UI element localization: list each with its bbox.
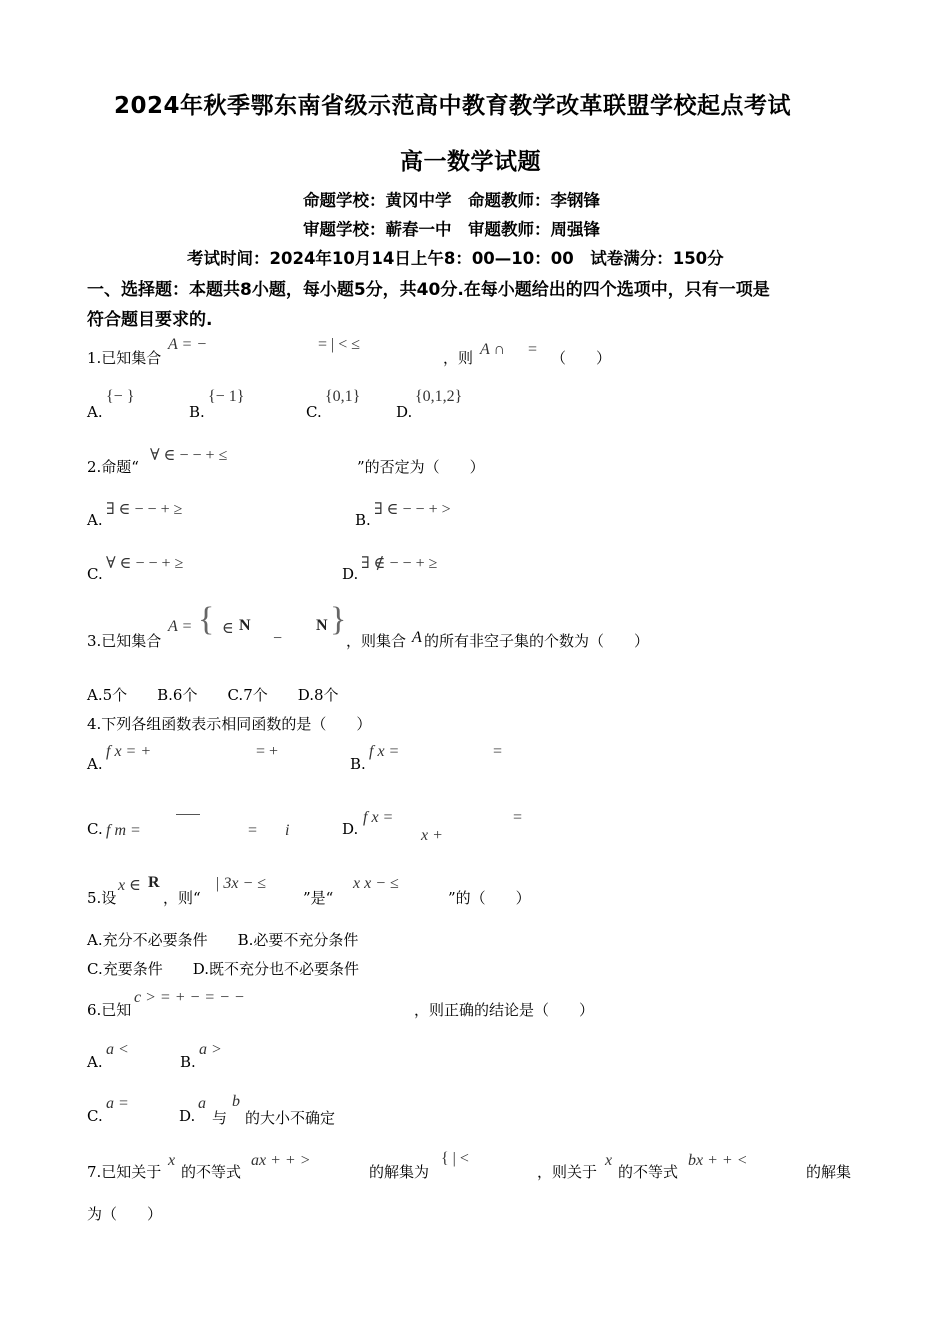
q5-options-row1: A.充分不必要条件 B.必要不充分条件 <box>87 931 359 949</box>
q4-option-c-label: C. <box>87 820 103 838</box>
q3-math-a: A = <box>168 618 193 635</box>
q2-option-c-math: ∀ ∈ − − + ≥ <box>106 555 184 572</box>
q2-option-b-math: ∃ ∈ − − + > <box>374 501 451 518</box>
q7-stem-c: 的解集为 <box>369 1163 430 1181</box>
q1-math-d: = <box>528 341 538 358</box>
q6-option-a-math: a < <box>106 1041 129 1058</box>
q6-math: c > = + − = − − <box>134 989 245 1006</box>
q2-option-d-math: ∃ ∉ − − + ≥ <box>361 555 438 572</box>
q3-right-brace: } <box>330 601 347 638</box>
q1-stem: 1.已知集合 <box>87 349 162 367</box>
q7-math-x2: x <box>605 1152 613 1169</box>
q7-math-set: { | < <box>441 1150 469 1167</box>
q3-left-brace: { <box>198 601 215 638</box>
q6-option-c-math: a = <box>106 1095 129 1112</box>
q5-stem-d: ”的（ ） <box>448 889 531 907</box>
q4-option-c-fraction-bar <box>176 814 200 815</box>
q6-option-b-math: a > <box>199 1041 222 1058</box>
q6-option-d-math-b: b <box>232 1093 240 1110</box>
q5-math-a: x ∈ <box>118 877 141 894</box>
q3-math-f: A <box>412 629 422 646</box>
q2-option-c-label: C. <box>87 565 103 583</box>
q1-stem-b: ，则 <box>443 349 474 367</box>
q2-option-a-math: ∃ ∈ − − + ≥ <box>106 501 183 518</box>
q7-stem: 7.已知关于 <box>87 1163 162 1181</box>
setter-info: 命题学校：黄冈中学 命题教师：李钢锋 <box>303 191 600 210</box>
q4-option-b-math2: = <box>493 743 503 760</box>
q1-option-d-label: D. <box>396 403 413 421</box>
q1-option-a-math: {− } <box>106 388 135 405</box>
section-heading-cont: 符合题目要求的. <box>87 310 213 330</box>
q1-math-b: = | < ≤ <box>318 336 361 353</box>
q4-option-a-label: A. <box>87 755 103 773</box>
q7-stem-line2: 为（ ） <box>87 1205 163 1223</box>
q3-stem-c: 的所有非空子集的个数为（ ） <box>424 632 650 650</box>
q1-math-a: A = − <box>168 336 208 353</box>
reviewer-info: 审题学校：蕲春一中 审题教师：周强锋 <box>303 220 600 239</box>
q1-option-d-math: {0,1,2} <box>415 388 463 405</box>
q5-math-d: x x − ≤ <box>353 875 399 892</box>
q4-option-d-math3: = <box>513 809 523 826</box>
exam-title: 2024年秋季鄂东南省级示范高中教育教学改革联盟学校起点考试 <box>114 93 792 119</box>
q1-option-b-math: {− 1} <box>208 388 245 405</box>
q4-option-d-math2: x + <box>421 827 443 844</box>
q6-option-d-math-a: a <box>198 1095 206 1112</box>
q3-math-c: N <box>239 617 251 634</box>
q7-math-ineq2: bx + + < <box>688 1152 748 1169</box>
q4-option-c-math3: i <box>285 822 290 839</box>
q4-option-d-math1: f x = <box>363 809 394 826</box>
q1-paren: （ ） <box>551 349 612 367</box>
paper-title: 高一数学试题 <box>400 149 541 175</box>
q7-math-ineq1: ax + + > <box>251 1152 311 1169</box>
q2-stem: 2.命题“ <box>87 458 139 476</box>
q7-stem-d: ，则关于 <box>537 1163 598 1181</box>
q5-stem-c: ”是“ <box>303 889 334 907</box>
q2-option-a-label: A. <box>87 511 103 529</box>
q5-math-c: | 3x − ≤ <box>215 875 267 892</box>
q1-math-c: A ∩ <box>480 341 506 358</box>
q7-stem-b: 的不等式 <box>181 1163 242 1181</box>
q3-math-b: ∈ <box>222 620 234 637</box>
q4-option-b-label: B. <box>350 755 366 773</box>
q4-option-d-label: D. <box>342 820 359 838</box>
q4-option-c-math2: = <box>248 822 258 839</box>
q2-option-d-label: D. <box>342 565 359 583</box>
q2-option-b-label: B. <box>355 511 371 529</box>
q4-option-a-math1: f x = + <box>106 743 152 760</box>
q6-option-c-label: C. <box>87 1107 103 1125</box>
q3-math-d: − <box>273 630 283 647</box>
q1-option-c-label: C. <box>306 403 322 421</box>
q5-stem-b: ，则“ <box>163 889 201 907</box>
q6-option-b-label: B. <box>180 1053 196 1071</box>
q7-math-x1: x <box>168 1152 176 1169</box>
q6-option-d-label: D. <box>179 1107 196 1125</box>
q5-math-b: R <box>148 874 160 891</box>
q6-stem-b: ，则正确的结论是（ ） <box>414 1001 595 1019</box>
q6-option-d-mid: 与 <box>212 1109 228 1127</box>
q6-stem: 6.已知 <box>87 1001 132 1019</box>
q4-option-b-math1: f x = <box>369 743 400 760</box>
exam-info: 考试时间：2024年10月14日上午8：00—10：00 试卷满分：150分 <box>187 249 724 268</box>
q4-option-c-math1: f m = <box>106 822 141 839</box>
q4-option-a-math2: = + <box>256 743 279 760</box>
q7-stem-e: 的不等式 <box>618 1163 679 1181</box>
q3-options: A.5个 B.6个 C.7个 D.8个 <box>87 686 339 704</box>
q7-stem-f: 的解集 <box>806 1163 852 1181</box>
q3-stem: 3.已知集合 <box>87 632 162 650</box>
q2-stem-b: ”的否定为（ ） <box>357 458 485 476</box>
q3-stem-b: ，则集合 <box>346 632 407 650</box>
q1-option-a-label: A. <box>87 403 103 421</box>
q1-option-c-math: {0,1} <box>325 388 361 405</box>
q1-option-b-label: B. <box>189 403 205 421</box>
section-heading: 一、选择题：本题共8小题，每小题5分，共40分.在每小题给出的四个选项中，只有一项是 <box>87 280 770 300</box>
q6-option-d-text: 的大小不确定 <box>245 1109 336 1127</box>
q4-stem: 4.下列各组函数表示相同函数的是（ ） <box>87 715 372 733</box>
q5-stem: 5.设 <box>87 889 117 907</box>
q3-math-e: N <box>316 617 328 634</box>
q2-math: ∀ ∈ − − + ≤ <box>150 447 228 464</box>
q5-options-row2: C.充要条件 D.既不充分也不必要条件 <box>87 960 359 978</box>
q6-option-a-label: A. <box>87 1053 103 1071</box>
